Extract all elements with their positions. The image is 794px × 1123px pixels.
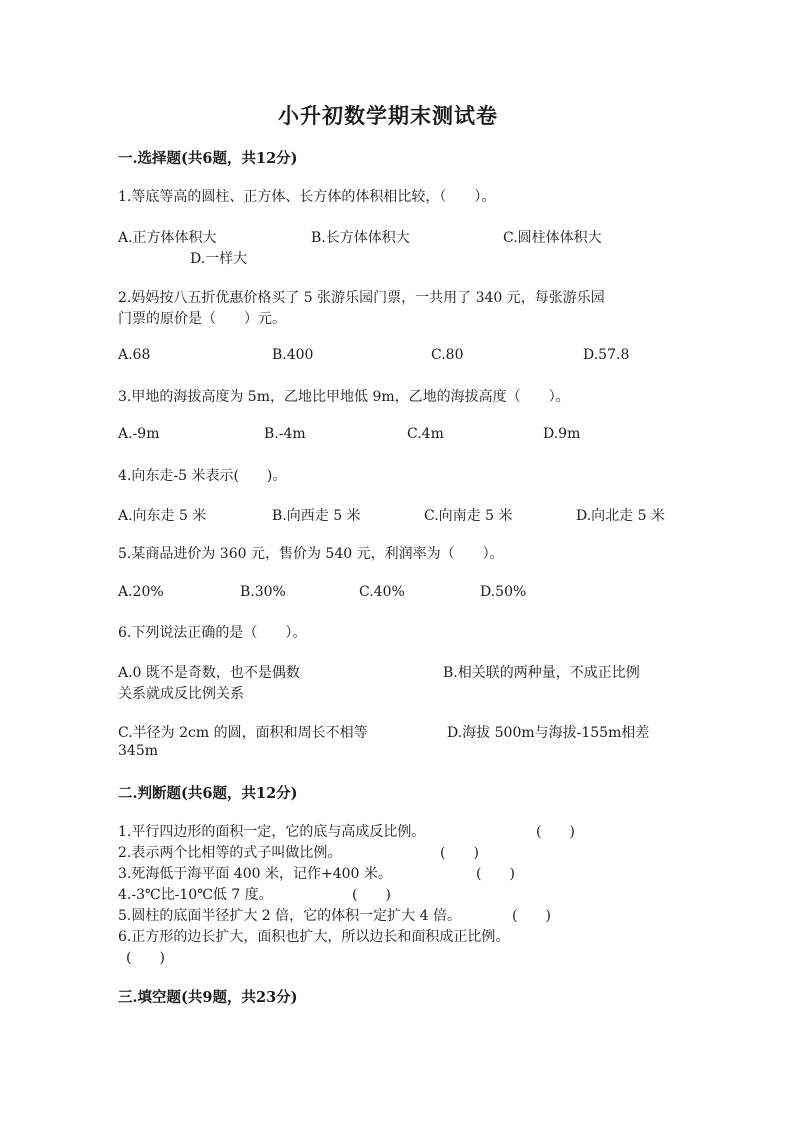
q6-option-d: D.海拔 500m与海拔-155m相差 (447, 725, 650, 741)
q6-option-b: B.相关联的两种量，不成正比例 (443, 665, 640, 681)
q2-option-c: C.80 (431, 347, 464, 363)
q4-option-a: A.向东走 5 米 (118, 508, 207, 524)
q1-option-d: D.一样大 (190, 251, 248, 267)
question-3-stem: 3.甲地的海拔高度为 5m，乙地比甲地低 9m，乙地的海拔高度（ ）。 (118, 389, 570, 405)
judgement-item-5: 5.圆柱的底面半径扩大 2 倍，它的体积一定扩大 4 倍。 (118, 908, 461, 924)
question-1-stem: 1.等底等高的圆柱、正方体、长方体的体积相比较，（ ）。 (118, 189, 496, 205)
q4-option-c: C.向南走 5 米 (424, 508, 513, 524)
section-heading-judgement: 二.判断题(共6题，共12分) (118, 785, 298, 802)
judgement-item-2: 2.表示两个比相等的式子叫做比例。 (118, 845, 342, 861)
judgement-blank-1[interactable]: ( ) (536, 824, 575, 840)
page-title: 小升初数学期末测试卷 (278, 103, 498, 128)
q2-option-d: D.57.8 (583, 347, 630, 363)
judgement-blank-4[interactable]: ( ) (352, 887, 391, 903)
question-2-stem-line1: 2.妈妈按八五折优惠价格买了 5 张游乐园门票，一共用了 340 元，每张游乐园 (118, 290, 605, 306)
question-5-stem: 5.某商品进价为 360 元，售价为 540 元，利润率为（ ）。 (118, 546, 504, 562)
q2-option-b: B.400 (272, 347, 314, 363)
judgement-blank-5[interactable]: ( ) (512, 908, 551, 924)
question-2-stem-line2: 门票的原价是（ ）元。 (118, 311, 286, 327)
q2-option-a: A.68 (118, 347, 151, 363)
q5-option-c: C.40% (359, 584, 405, 600)
q5-option-d: D.50% (480, 584, 527, 600)
q6-option-b-cont: 关系就成反比例关系 (118, 686, 244, 702)
judgement-item-6: 6.正方形的边长扩大，面积也扩大，所以边长和面积成正比例。 (118, 929, 510, 945)
question-6-stem: 6.下列说法正确的是（ ）。 (118, 625, 307, 641)
judgement-blank-6[interactable]: ( ) (126, 950, 165, 966)
judgement-blank-3[interactable]: ( ) (476, 866, 515, 882)
q4-option-d: D.向北走 5 米 (576, 508, 665, 524)
q6-option-c: C.半径为 2cm 的圆，面积和周长不相等 (118, 725, 368, 741)
q1-option-b: B.长方体体积大 (311, 230, 410, 246)
q6-option-d-cont: 345m (118, 743, 158, 759)
q1-option-a: A.正方体体积大 (118, 230, 217, 246)
q1-option-c: C.圆柱体体积大 (503, 230, 602, 246)
q3-option-d: D.9m (543, 426, 581, 442)
section-heading-choice: 一.选择题(共6题，共12分) (118, 150, 298, 167)
q3-option-c: C.4m (407, 426, 444, 442)
judgement-item-3: 3.死海低于海平面 400 米，记作+400 米。 (118, 866, 392, 882)
section-heading-fill-in: 三.填空题(共9题，共23分) (118, 989, 298, 1006)
q3-option-b: B.-4m (264, 426, 306, 442)
question-4-stem: 4.向东走-5 米表示( )。 (118, 468, 287, 484)
q5-option-a: A.20% (118, 584, 164, 600)
judgement-item-4: 4.-3℃比-10℃低 7 度。 (118, 887, 273, 903)
q3-option-a: A.-9m (118, 426, 160, 442)
judgement-blank-2[interactable]: ( ) (440, 845, 479, 861)
judgement-item-1: 1.平行四边形的面积一定，它的底与高成反比例。 (118, 824, 426, 840)
q4-option-b: B.向西走 5 米 (272, 508, 361, 524)
q5-option-b: B.30% (240, 584, 286, 600)
q6-option-a: A.0 既不是奇数，也不是偶数 (118, 665, 300, 681)
